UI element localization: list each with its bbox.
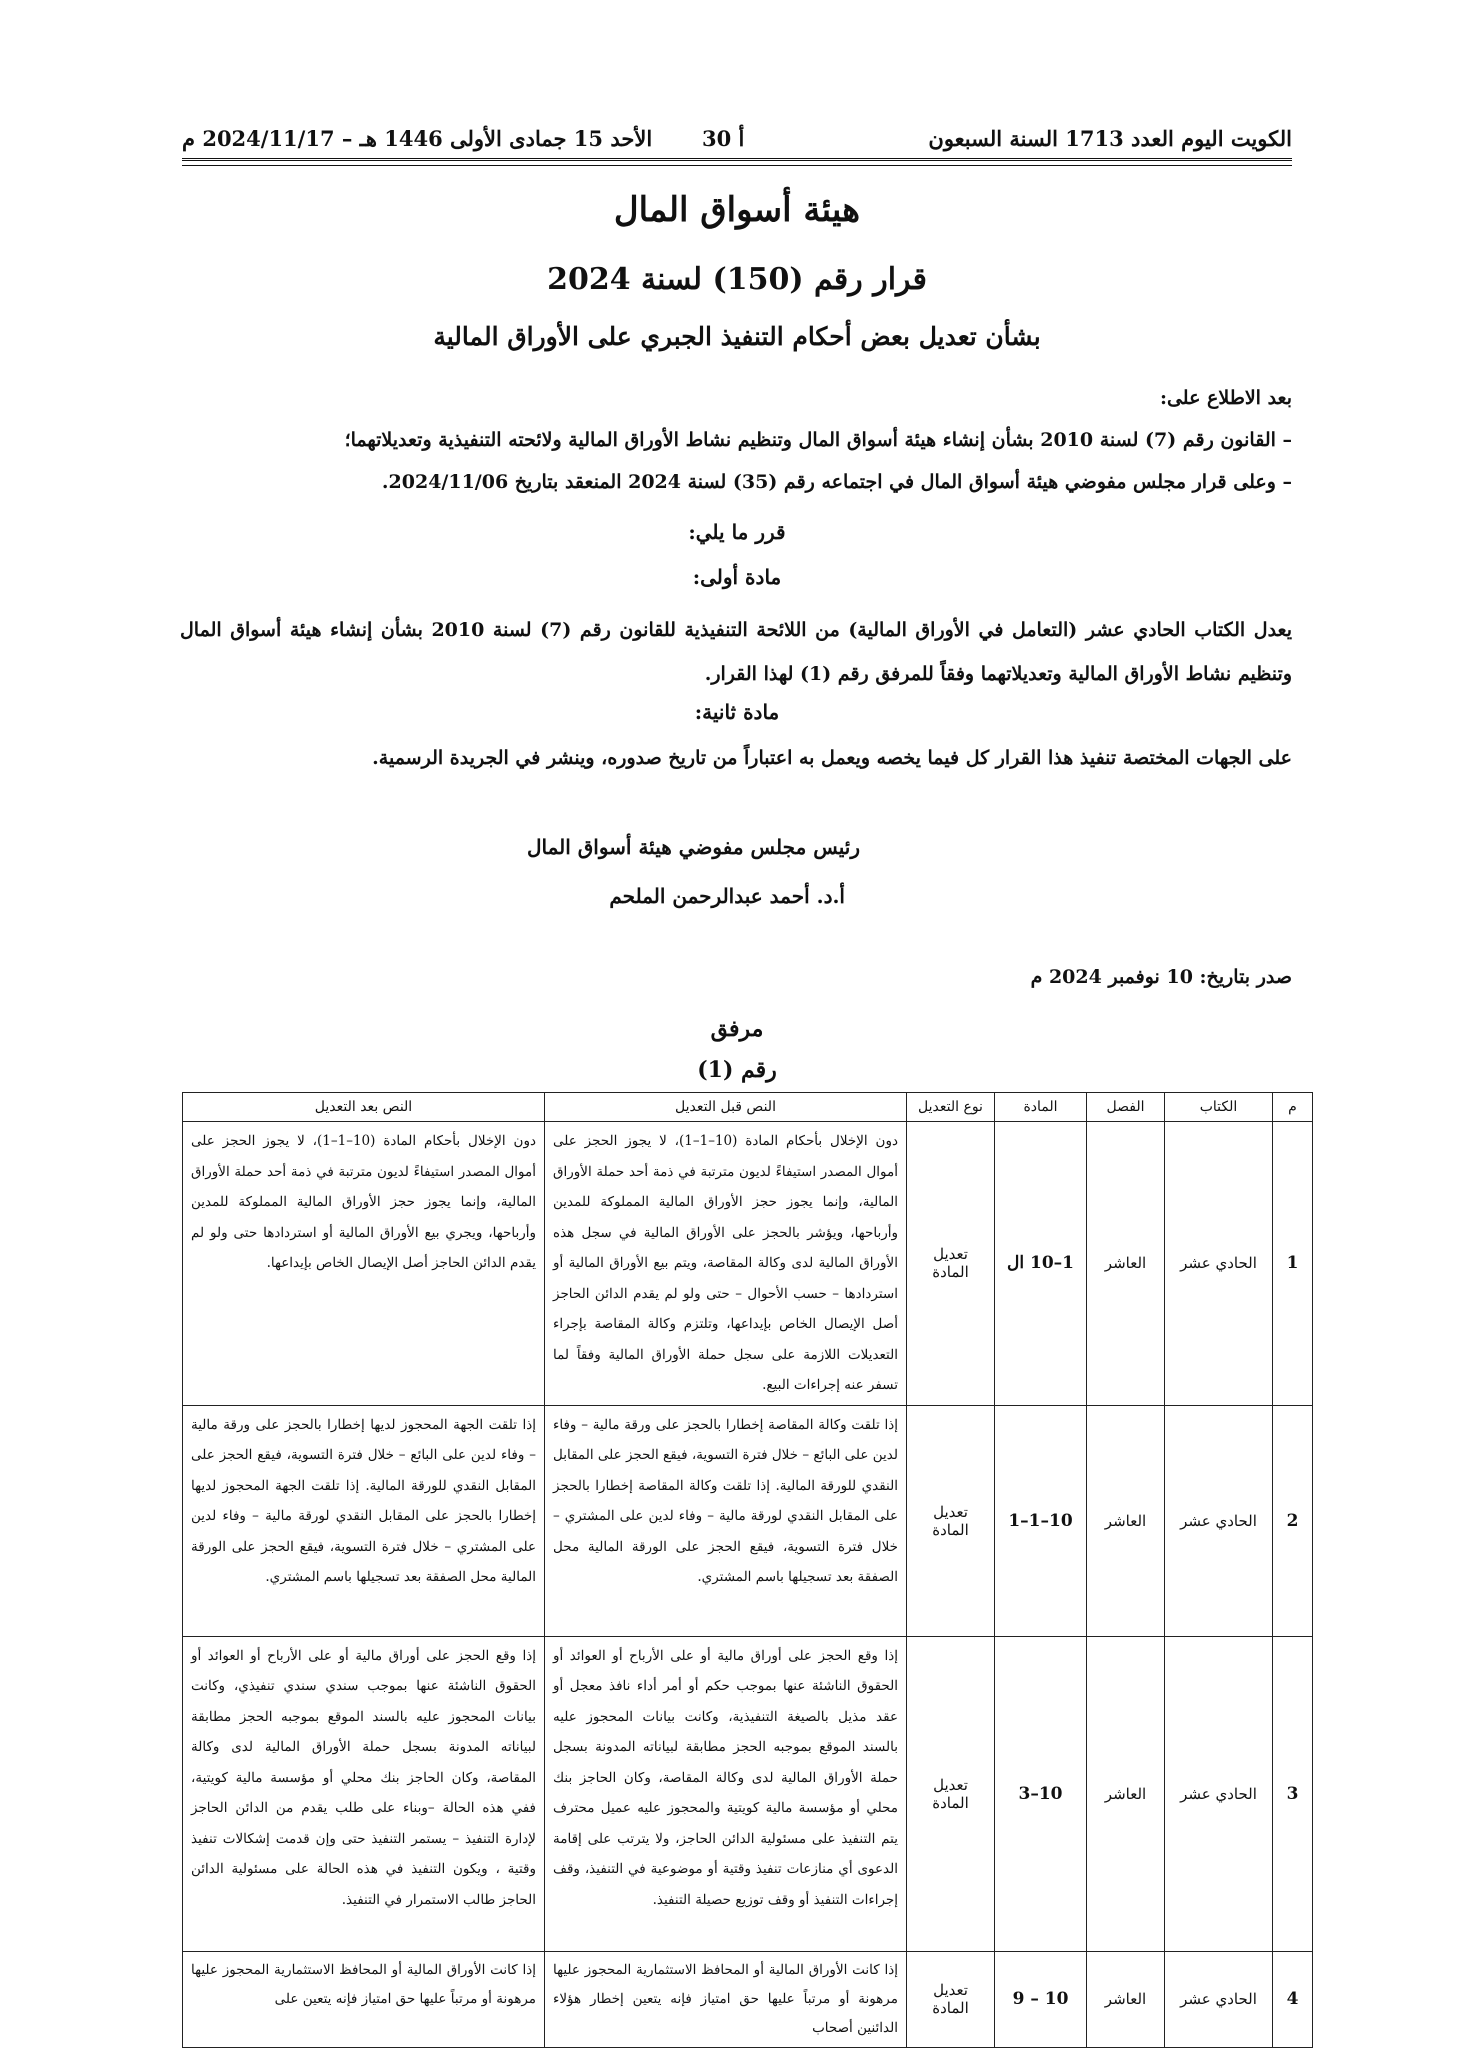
row-article: 10 – 9: [995, 1951, 1087, 2047]
row-text-before: إذا كانت الأوراق المالية أو المحافظ الاستثمارية المحجوز عليها مرهونة أو مرتباً عليها حق امتياز فإنه يتعين إخطار هؤلاء الدائنين أصحاب: [545, 1951, 907, 2047]
row-no: 2: [1273, 1405, 1313, 1636]
row-article: 10–3: [995, 1636, 1087, 1951]
row-no: 4: [1273, 1951, 1313, 2047]
row-type: تعديل المادة: [907, 1405, 995, 1636]
row-text-before: دون الإخلال بأحكام المادة (10–1–1)، لا يجوز الحجز على أموال المصدر استيفاءً لديون مترتبة في ذمة أحد حملة الأوراق المالية، وإنما يجوز حجز الأوراق المالية المملوكة للمدين وأرباحها، ويؤشر بالحجز على الأوراق المالية في سجل هذه الأوراق المالية لدى وكالة المقاصة، ويتم بيع الأوراق المالية أو استردادها – حسب الأحوال – حتى ولو لم يقدم الدائن الحاجز أصل الإيصال الخاص بإيداعها، وتلتزم وكالة المقاصة بإجراء التعديلات اللازمة على سجل حملة الأوراق المالية وفقاً لما تسفر عنه إجراءات البيع.: [545, 1122, 907, 1406]
header-chapter: الفصل: [1087, 1093, 1165, 1122]
row-type: تعديل المادة: [907, 1636, 995, 1951]
row-article: 10–1–1: [995, 1405, 1087, 1636]
page-number: أ 30: [702, 126, 745, 151]
row-chapter: العاشر: [1087, 1951, 1165, 2047]
preamble-item: – القانون رقم (7) لسنة 2010 بشأن إنشاء هيئة أسواق المال وتنظيم نشاط الأوراق المالية ولائحته التنفيذية وتعديلاتهما؛: [344, 429, 1292, 451]
row-book: الحادي عشر: [1165, 1636, 1273, 1951]
row-book: الحادي عشر: [1165, 1122, 1273, 1406]
row-no: 1: [1273, 1122, 1313, 1406]
row-book: الحادي عشر: [1165, 1405, 1273, 1636]
gazette-issue: الكويت اليوم العدد 1713 السنة السبعون: [928, 126, 1292, 151]
row-text-before: إذا وقع الحجز على أوراق مالية أو على الأرباح أو العوائد أو الحقوق الناشئة عنها بموجب حكم أو أمر أداء نافذ معجل أو عقد مذيل بالصيغة التنفيذية، وكانت بيانات المحجوز عليه بالسند الموقع بموجبه الحجز مطابقة لبياناته المدونة بسجل حملة الأوراق المالية لدى وكالة المقاصة، وكان الحاجز بنك محلي أو مؤسسة مالية كويتية والمحجوز عليه عميل محترف يتم التنفيذ على مسئولية الدائن الحاجز، ولا يترتب على إقامة الدعوى أي منازعات تنفيذ وقتية أو موضوعية في التنفيذ، وقف إجراءات التنفيذ أو وقف توزيع حصيلة التنفيذ.: [545, 1636, 907, 1951]
table-row: [183, 1122, 1313, 1406]
amendments-table: [182, 1092, 1313, 2048]
attachment-number: رقم (1): [697, 1057, 777, 1083]
table-row: [183, 1405, 1313, 1636]
signatory-title: رئيس مجلس مفوضي هيئة أسواق المال: [526, 835, 860, 859]
authority-title: هيئة أسواق المال: [613, 190, 861, 230]
row-text-after: إذا تلقت الجهة المحجوز لديها إخطارا بالحجز على ورقة مالية – وفاء لدين على البائع – خلال فترة التسوية، فيقع الحجز على المقابل النقدي للورقة المالية. إذا تلقت الجهة المحجوز لديها إخطارا بالحجز على المقابل النقدي لورقة مالية – وفاء لدين على المشتري – خلال فترة التسوية، فيقع الحجز على الورقة المالية محل الصفقة بعد تسجيلها باسم المشتري.: [183, 1405, 545, 1636]
row-no: 3: [1273, 1636, 1313, 1951]
issue-date: الأحد 15 جمادى الأولى 1446 هـ – 2024/11/17 م: [182, 126, 653, 151]
table-header-row: [183, 1093, 1313, 1122]
row-text-before: إذا تلقت وكالة المقاصة إخطارا بالحجز على ورقة مالية – وفاء لدين على البائع – خلال فترة التسوية، فيقع الحجز على المقابل النقدي للورقة المالية. إذا تلقت وكالة المقاصة إخطارا بالحجز على المقابل النقدي لورقة مالية – وفاء لدين على المشتري – خلال فترة التسوية، فيقع الحجز على الورقة المالية محل الصفقة بعد تسجيلها باسم المشتري.: [545, 1405, 907, 1636]
row-book: الحادي عشر: [1165, 1951, 1273, 2047]
header-article: المادة: [995, 1093, 1087, 1122]
header-rule: [182, 158, 1292, 166]
article1-heading: مادة أولى:: [692, 565, 782, 589]
issued-date: صدر بتاريخ: 10 نوفمبر 2024 م: [1030, 966, 1292, 988]
table-row: [183, 1951, 1313, 2047]
decision-subject: بشأن تعديل بعض أحكام التنفيذ الجبري على الأوراق المالية: [433, 322, 1041, 351]
signatory-name: أ.د. أحمد عبدالرحمن الملحم: [609, 884, 845, 908]
header-after: النص بعد التعديل: [183, 1093, 545, 1122]
header-before: النص قبل التعديل: [545, 1093, 907, 1122]
decided-heading: قرر ما يلي:: [688, 520, 786, 544]
row-text-after: إذا كانت الأوراق المالية أو المحافظ الاستثمارية المحجوز عليها مرهونة أو مرتباً عليها حق امتياز فإنه يتعين على: [183, 1951, 545, 2047]
row-chapter: العاشر: [1087, 1405, 1165, 1636]
article2-heading: مادة ثانية:: [694, 700, 780, 724]
table-row: [183, 1636, 1313, 1951]
attachment-label: مرفق: [710, 1016, 764, 1042]
row-article: 1–10 ال: [995, 1122, 1087, 1406]
preamble-item: – وعلى قرار مجلس مفوضي هيئة أسواق المال في اجتماعه رقم (35) لسنة 2024 المنعقد بتاريخ 2024/11/06.: [381, 471, 1292, 493]
article2-text: على الجهات المختصة تنفيذ هذا القرار كل فيما يخصه ويعمل به اعتباراً من تاريخ صدوره، وينشر في الجريدة الرسمية.: [372, 747, 1292, 769]
running-header: [182, 120, 1292, 154]
preamble-intro: بعد الاطلاع على:: [1159, 387, 1292, 409]
row-text-after: إذا وقع الحجز على أوراق مالية أو على الأرباح أو العوائد أو الحقوق الناشئة عنها بموجب سندي سندي تنفيذي، وكانت بيانات المحجوز عليه بالسند الموقع بموجبه الحجز مطابقة لبياناته المدونة بسجل حملة الأوراق المالية لدى وكالة المقاصة، وكان الحاجز بنك محلي أو مؤسسة مالية كويتية، ففي هذه الحالة –وبناء على طلب يقدم من الدائن الحاجز لإدارة التنفيذ – يستمر التنفيذ حتى وإن قدمت إشكالات تنفيذ وقتية ، ويكون التنفيذ في هذه الحالة على مسئولية الدائن الحاجز طالب الاستمرار في التنفيذ.: [183, 1636, 545, 1951]
decision-title: قرار رقم (150) لسنة 2024: [547, 262, 927, 297]
header-no: م: [1273, 1093, 1313, 1122]
article1-text: يعدل الكتاب الحادي عشر (التعامل في الأوراق المالية) من اللائحة التنفيذية للقانون رقم (7) لسنة 2010 بشأن إنشاء هيئة أسواق المال وتنظيم نشاط الأوراق المالية وتعديلاتهما وفقاً للمرفق رقم (1) لهذا القرار.: [180, 619, 1292, 685]
row-chapter: العاشر: [1087, 1122, 1165, 1406]
header-type: نوع التعديل: [907, 1093, 995, 1122]
row-type: تعديل المادة: [907, 1951, 995, 2047]
row-chapter: العاشر: [1087, 1636, 1165, 1951]
row-text-after: دون الإخلال بأحكام المادة (10–1–1)، لا يجوز الحجز على أموال المصدر استيفاءً لديون مترتبة في ذمة أحد حملة الأوراق المالية، وإنما يجوز حجز الأوراق المالية المملوكة للمدين وأرباحها، ويجري بيع الأوراق المالية أو استردادها حتى ولو لم يقدم الدائن الحاجز أصل الإيصال الخاص بإيداعها.: [183, 1122, 545, 1406]
row-type: تعديل المادة: [907, 1122, 995, 1406]
header-book: الكتاب: [1165, 1093, 1273, 1122]
